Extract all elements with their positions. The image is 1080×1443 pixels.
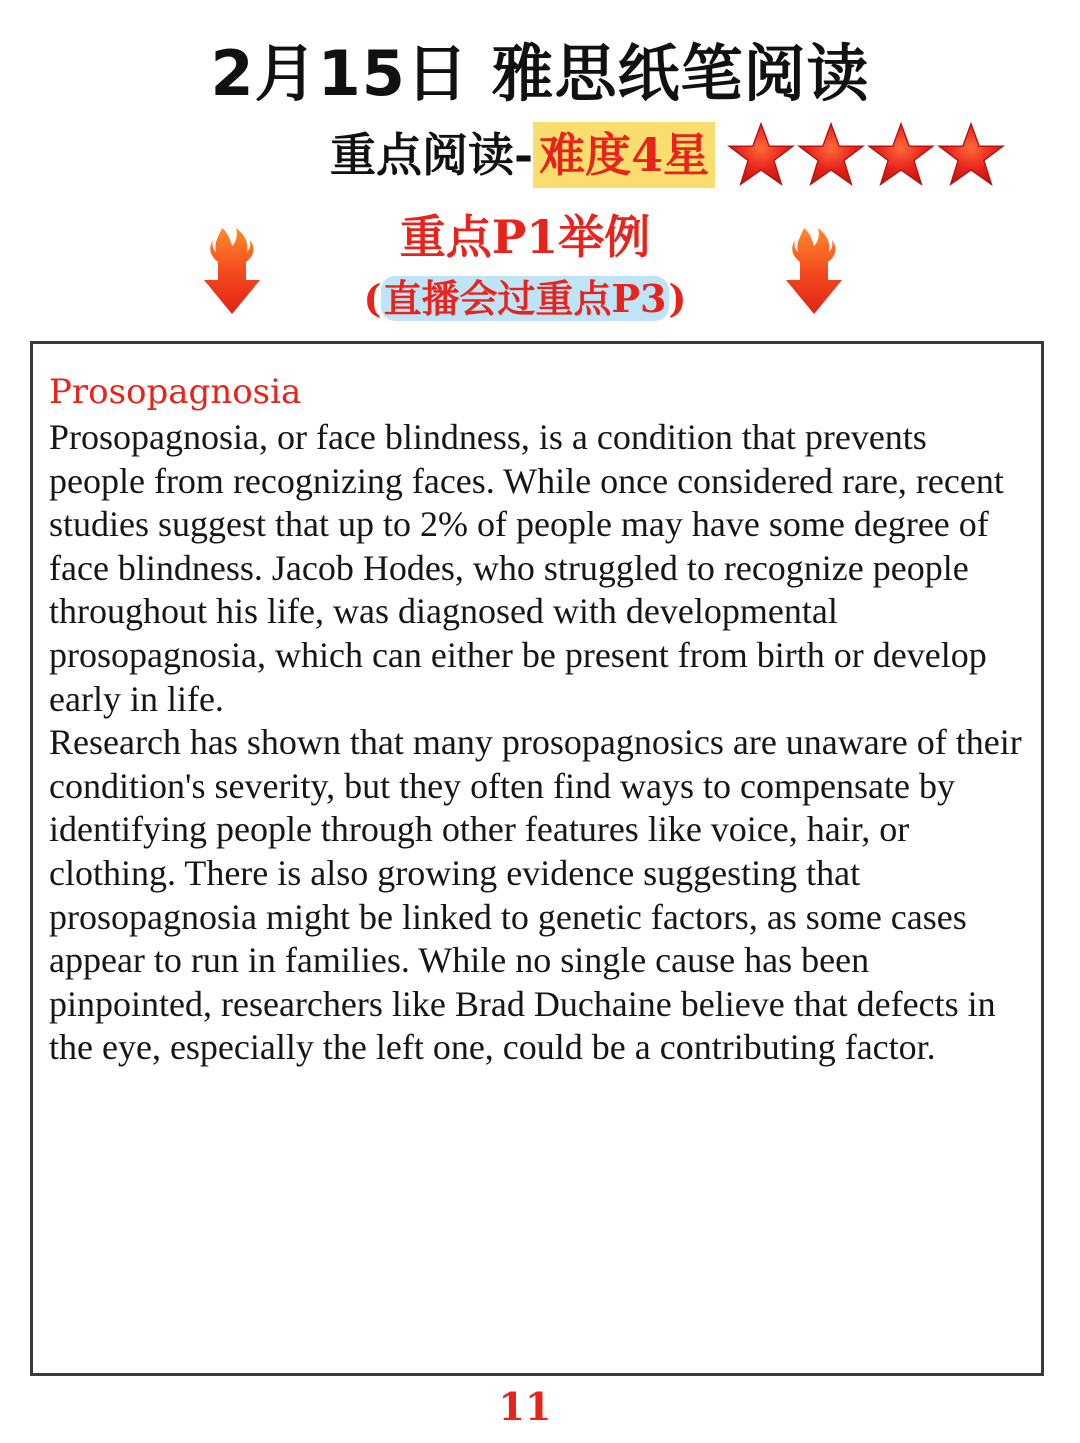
key-passage-title: 重点P1举例 [399, 210, 651, 264]
note-close-paren: ) [668, 276, 687, 321]
star-icon [797, 121, 865, 189]
subtitle-row [330, 120, 1007, 190]
passage-box [30, 341, 1044, 1376]
subtitle-label: 重点阅读- [330, 128, 534, 182]
star-icon [867, 121, 935, 189]
difficulty-badge: 难度4星 [533, 122, 715, 188]
star-icon [727, 121, 795, 189]
difficulty-stars [727, 121, 1007, 189]
live-stream-note: 直播会过重点P3 [383, 276, 667, 321]
passage-body [49, 416, 1029, 1070]
page-number: 11 [498, 1384, 552, 1429]
passage-paragraph: Research has shown that many prosopagnosics are unaware of their condition's severity, but they often find ways to compensate by identifying people through other features like voice, hair, or clothing. There is also growing evidence suggesting that prosopagnosia might be linked to genetic factors, as some cases appear to run in families. While no single cause has been pinpointed, researchers like Brad Duchaine believe that defects in the eye, especially the left one, could be a contributing factor. [49, 722, 1022, 1068]
star-icon [937, 121, 1005, 189]
passage-paragraph: Prosopagnosia, or face blindness, is a condition that prevents people from recognizing faces. While once considered rare, recent studies suggest that up to 2% of people may have some degree of face blindness. Jacob Hodes, who struggled to recognize people throughout his life, was diagnosed with developmental prosopagnosia, which can either be present from birth or develop early in life. [49, 417, 1004, 719]
key-passage-note [0, 268, 1050, 330]
page-title: 2月15日 雅思纸笔阅读 [210, 37, 870, 110]
note-open-paren: ( [363, 276, 382, 321]
passage-heading: Prosopagnosia [49, 372, 302, 412]
